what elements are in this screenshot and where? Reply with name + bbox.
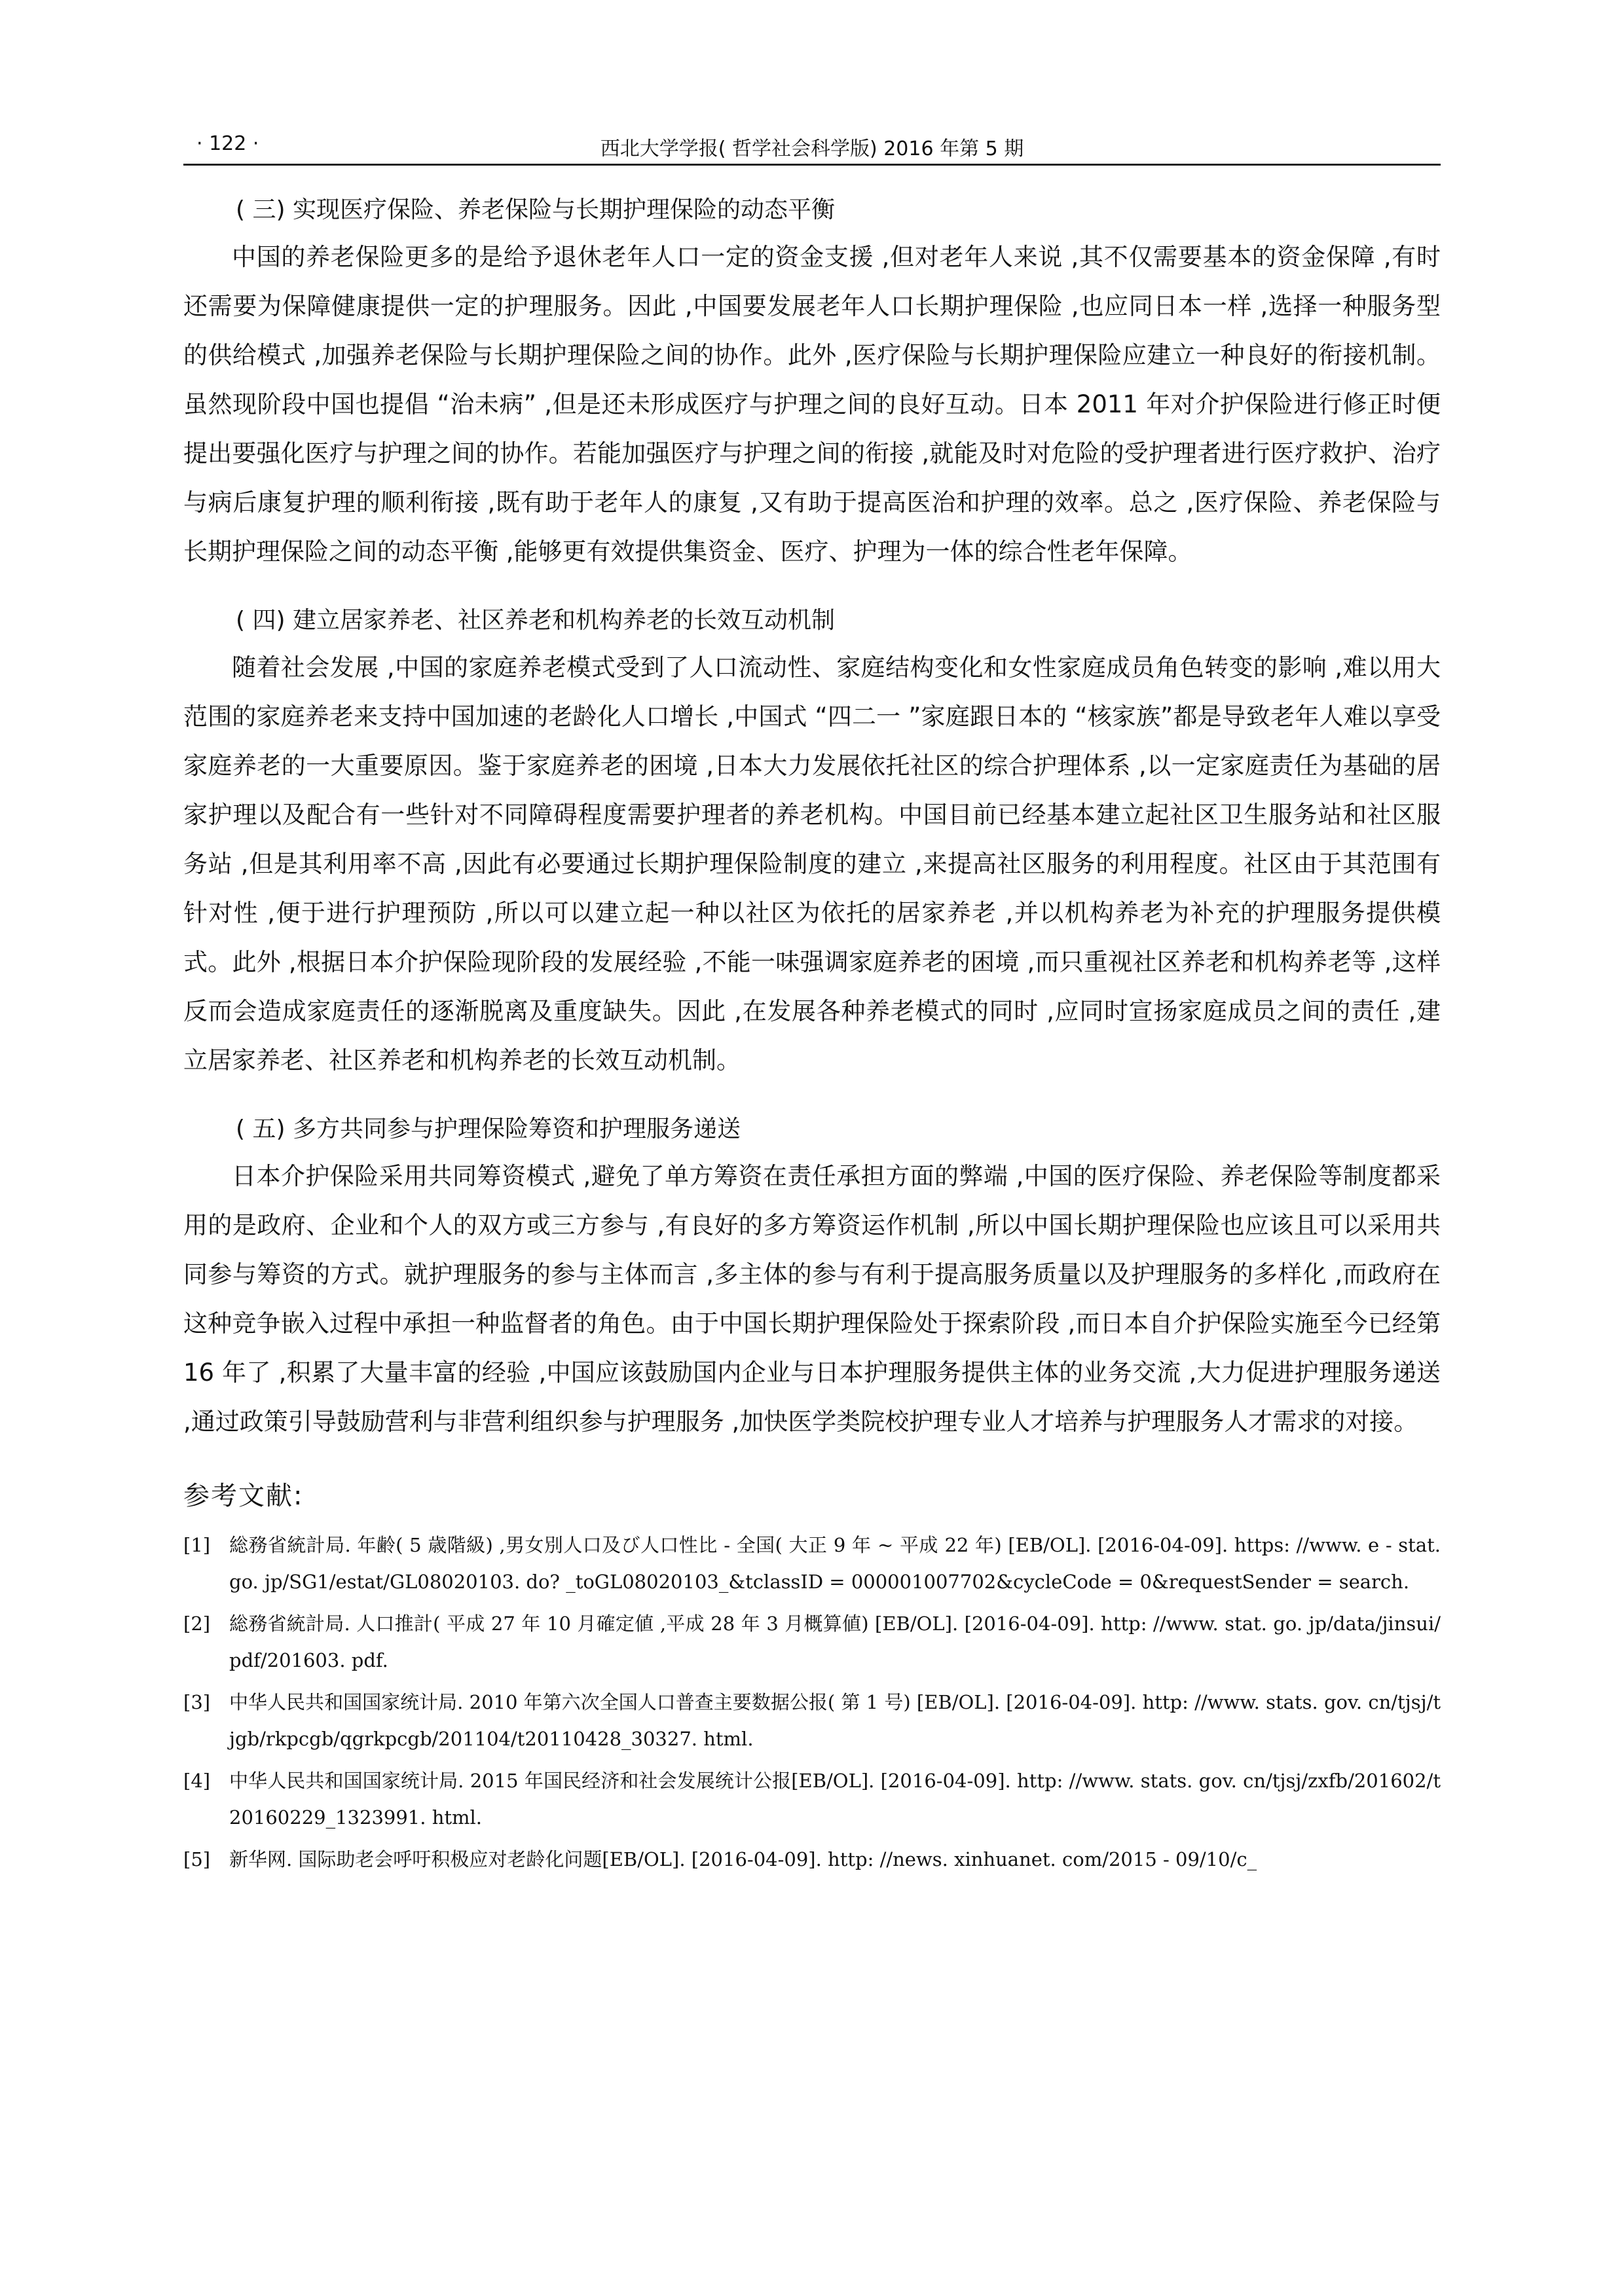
- reference-item: [183, 1684, 1441, 1757]
- reference-text: 中华人民共和国国家统计局. 2015 年国民经济和社会发展统计公报[EB/OL]. [2016-04-09]. http: //www. stats. gov. cn/tjsj/zxfb/201602/t20160229_1323991. html.: [229, 1770, 1441, 1829]
- reference-number: [2]: [183, 1613, 211, 1635]
- body-paragraph: 日本介护保险采用共同筹资模式 ,避免了单方筹资在责任承担方面的弊端 ,中国的医疗保险、养老保险等制度都采用的是政府、企业和个人的双方或三方参与 ,有良好的多方筹资运作机制 ,所以中国长期护理保险也应该且可以采用共同参与筹资的方式。就护理服务的参与主体而言 ,多主体的参与有利于提高服务质量以及护理服务的多样化 ,而政府在这种竞争嵌入过程中承担一种监督者的角色。由于中国长期护理保险处于探索阶段 ,而日本自介护保险实施至今已经第 16 年了 ,积累了大量丰富的经验 ,中国应该鼓励国内企业与日本护理服务提供主体的业务交流 ,大力促进护理服务递送 ,通过政策引导鼓励营利与非营利组织参与护理服务 ,加快医学类院校护理专业人才培养与护理服务人才需求的对接。: [183, 1162, 1441, 1436]
- reference-item: [183, 1605, 1441, 1679]
- body-paragraph: 中国的养老保险更多的是给予退休老年人口一定的资金支援 ,但对老年人来说 ,其不仅需要基本的资金保障 ,有时还需要为保障健康提供一定的护理服务。因此 ,中国要发展老年人口长期护理保险 ,也应同日本一样 ,选择一种服务型的供给模式 ,加强养老保险与长期护理保险之间的协作。此外 ,医疗保险与长期护理保险应建立一种良好的衔接机制。虽然现阶段中国也提倡 “治未病” ,但是还未形成医疗与护理之间的良好互动。日本 2011 年对介护保险进行修正时便提出要强化医疗与护理之间的协作。若能加强医疗与护理之间的衔接 ,就能及时对危险的受护理者进行医疗救护、治疗与病后康复护理的顺利衔接 ,既有助于老年人的康复 ,又有助于提高医治和护理的效率。总之 ,医疗保险、养老保险与长期护理保险之间的动态平衡 ,能够更有效提供集资金、医疗、护理为一体的综合性老年保障。: [183, 243, 1441, 566]
- journal-page: [183, 124, 1441, 1883]
- section-heading-4: ( 四) 建立居家养老、社区养老和机构养老的长效互动机制: [236, 607, 835, 634]
- reference-number: [4]: [183, 1770, 211, 1792]
- reference-item: [183, 1841, 1441, 1878]
- reference-number: [5]: [183, 1848, 211, 1870]
- reference-text: 総務省統計局. 年齢( 5 歳階級) ,男女別人口及び人口性比 - 全国( 大正 9 年 ~ 平成 22 年) [EB/OL]. [2016-04-09]. https: //www. e - stat. go. jp/SG1/estat/GL08020103. do? _toGL08020103_&tclassID = 000001007702&cycleCode = 0&requestSender = search.: [229, 1534, 1441, 1593]
- reference-text: 総務省統計局. 人口推計( 平成 27 年 10 月確定値 ,平成 28 年 3 月概算値) [EB/OL]. [2016-04-09]. http: //www. stat. go. jp/data/jinsui/pdf/201603. pdf.: [229, 1613, 1441, 1671]
- reference-number: [3]: [183, 1691, 211, 1713]
- section-heading-3: ( 三) 实现医疗保险、养老保险与长期护理保险的动态平衡: [236, 196, 835, 223]
- reference-text: 中华人民共和国国家统计局. 2010 年第六次全国人口普查主要数据公报( 第 1 号) [EB/OL]. [2016-04-09]. http: //www. stats. gov. cn/tjsj/tjgb/rkpcgb/qgrkpcgb/201104/t20110428_30327. html.: [229, 1691, 1441, 1750]
- page-number: · 122 ·: [196, 132, 259, 155]
- references-title: 参考文献:: [183, 1481, 304, 1511]
- reference-item: [183, 1527, 1441, 1600]
- running-header: [183, 124, 1441, 166]
- body-paragraph: 随着社会发展 ,中国的家庭养老模式受到了人口流动性、家庭结构变化和女性家庭成员角色转变的影响 ,难以用大范围的家庭养老来支持中国加速的老龄化人口增长 ,中国式 “四二一 ”家庭跟日本的 “核家族”都是导致老年人难以享受家庭养老的一大重要原因。鉴于家庭养老的困境 ,日本大力发展依托社区的综合护理体系 ,以一定家庭责任为基础的居家护理以及配合有一些针对不同障碍程度需要护理者的养老机构。中国目前已经基本建立起社区卫生服务站和社区服务站 ,但是其利用率不高 ,因此有必要通过长期护理保险制度的建立 ,来提高社区服务的利用程度。社区由于其范围有针对性 ,便于进行护理预防 ,所以可以建立起一种以社区为依托的居家养老 ,并以机构养老为补充的护理服务提供模式。此外 ,根据日本介护保险现阶段的发展经验 ,不能一味强调家庭养老的困境 ,而只重视社区养老和机构养老等 ,这样反而会造成家庭责任的逐渐脱离及重度缺失。因此 ,在发展各种养老模式的同时 ,应同时宣扬家庭成员之间的责任 ,建立居家养老、社区养老和机构养老的长效互动机制。: [183, 653, 1441, 1074]
- journal-title: 西北大学学报( 哲学社会科学版) 2016 年第 5 期: [600, 137, 1024, 160]
- reference-item: [183, 1762, 1441, 1836]
- reference-number: [1]: [183, 1534, 211, 1556]
- reference-text: 新华网. 国际助老会呼吁积极应对老龄化问题[EB/OL]. [2016-04-09]. http: //news. xinhuanet. com/2015 - 09/10/c_: [229, 1848, 1257, 1870]
- section-heading-5: ( 五) 多方共同参与护理保险筹资和护理服务递送: [236, 1116, 741, 1142]
